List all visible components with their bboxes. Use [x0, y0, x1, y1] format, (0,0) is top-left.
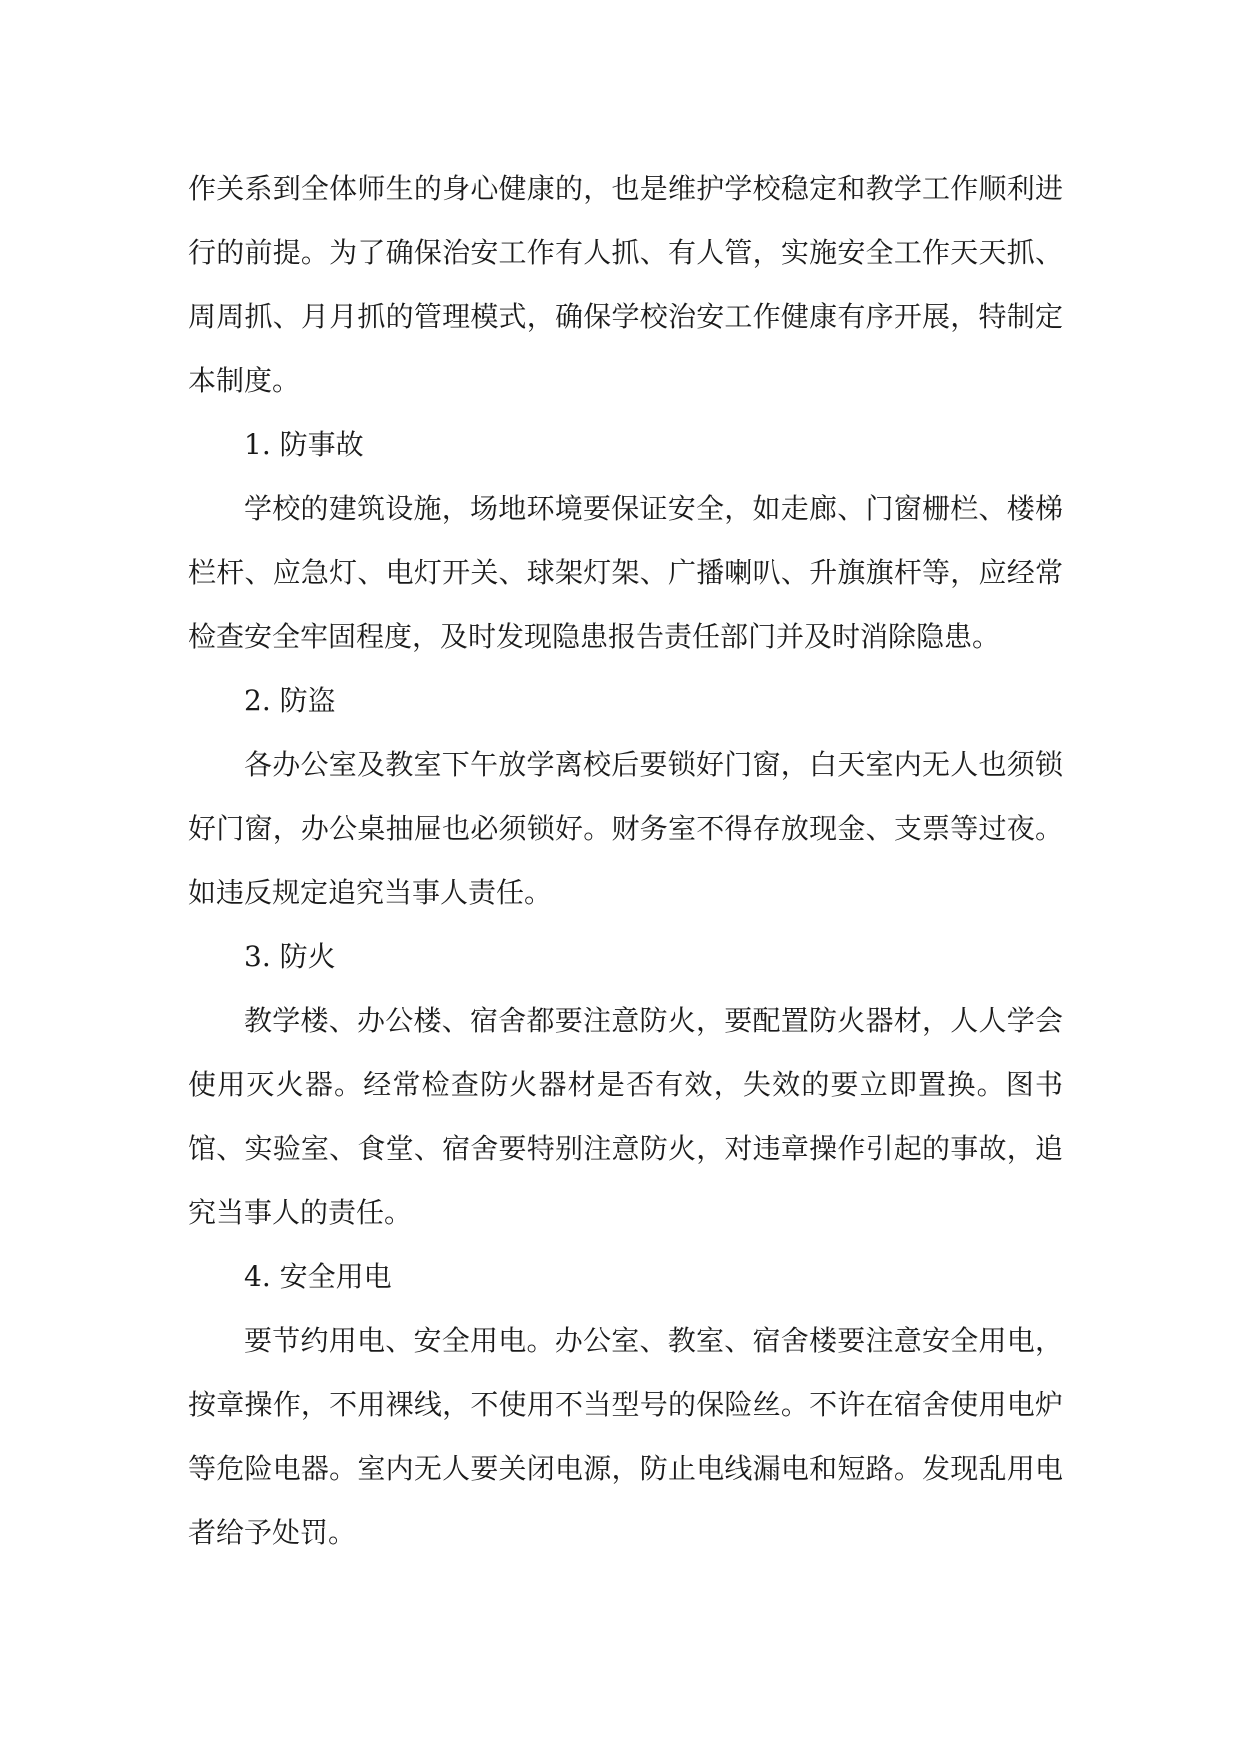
section-body-theft: 各办公室及教室下午放学离校后要锁好门窗，白天室内无人也须锁好门窗，办公桌抽屉也必须锁好。财务室不得存放现金、支票等过夜。如违反规定追究当事人责任。 [188, 748, 1063, 909]
section-body-accident: 学校的建筑设施，场地环境要保证安全，如走廊、门窗栅栏、楼梯栏杆、应急灯、电灯开关、球架灯架、广播喇叭、升旗旗杆等，应经常检查安全牢固程度，及时发现隐患报告责任部门并及时消除隐患。 [188, 492, 1063, 653]
section-heading-theft: 2. 防盗 [244, 684, 336, 717]
section-heading-fire: 3. 防火 [244, 940, 336, 973]
document-body [188, 157, 1063, 1565]
section-heading-electricity: 4. 安全用电 [244, 1260, 392, 1293]
section-body-fire: 教学楼、办公楼、宿舍都要注意防火，要配置防火器材，人人学会使用灭火器。经常检查防火器材是否有效，失效的要立即置换。图书馆、实验室、食堂、宿舍要特别注意防火，对违章操作引起的事故，追究当事人的责任。 [188, 1004, 1063, 1229]
section-body-electricity: 要节约用电、安全用电。办公室、教室、宿舍楼要注意安全用电，按章操作，不用裸线，不使用不当型号的保险丝。不许在宿舍使用电炉等危险电器。室内无人要关闭电源，防止电线漏电和短路。发现乱用电者给予处罚。 [188, 1324, 1063, 1549]
intro-paragraph: 作关系到全体师生的身心健康的，也是维护学校稳定和教学工作顺利进行的前提。为了确保治安工作有人抓、有人管，实施安全工作天天抓、周周抓、月月抓的管理模式，确保学校治安工作健康有序开展，特制定本制度。 [188, 172, 1063, 397]
section-heading-accident: 1. 防事故 [244, 428, 364, 461]
